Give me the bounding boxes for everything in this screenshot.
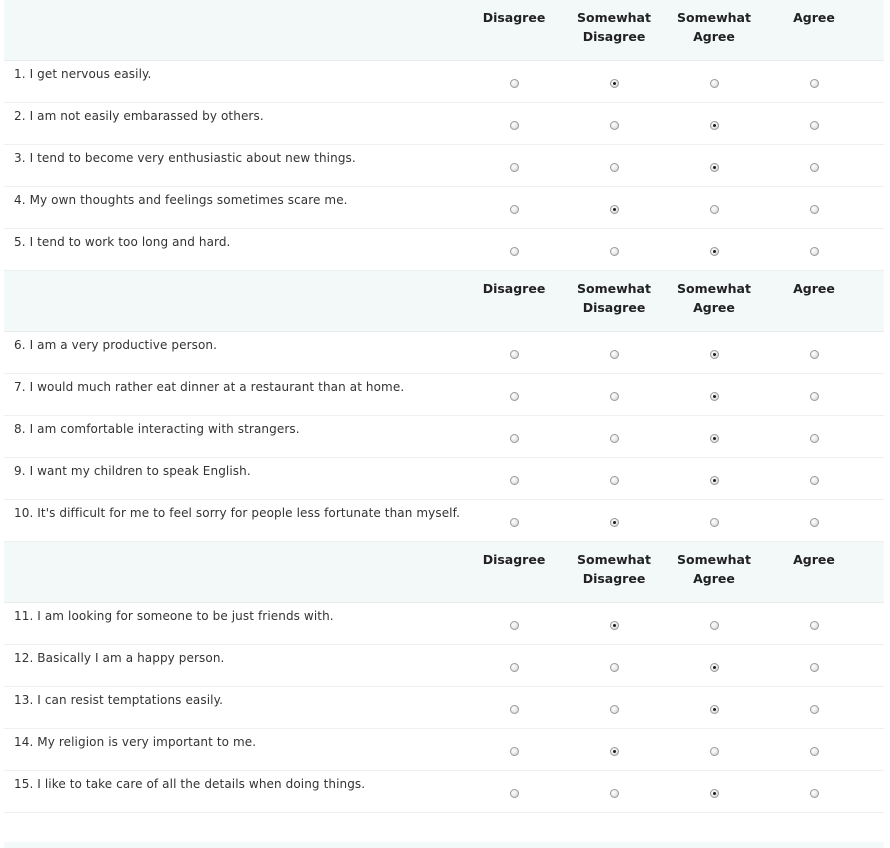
question-text: 6. I am a very productive person. <box>14 338 218 352</box>
radio-disagree[interactable] <box>510 392 519 401</box>
column-header-somewhat-agree <box>664 550 764 588</box>
column-header-somewhat-disagree <box>564 550 664 588</box>
header-label: Agree <box>793 10 835 25</box>
question-group-1 <box>4 0 884 271</box>
column-header-row <box>4 542 884 603</box>
radio-agree[interactable] <box>810 121 819 130</box>
radio-somewhat-disagree[interactable] <box>610 518 619 527</box>
radio-somewhat-agree[interactable] <box>710 247 719 256</box>
radio-somewhat-disagree[interactable] <box>610 350 619 359</box>
question-row <box>4 332 884 374</box>
radio-somewhat-agree[interactable] <box>710 663 719 672</box>
radio-agree[interactable] <box>810 789 819 798</box>
question-row <box>4 500 884 542</box>
question-row <box>4 771 884 813</box>
question-row <box>4 229 884 271</box>
radio-disagree[interactable] <box>510 705 519 714</box>
radio-agree[interactable] <box>810 621 819 630</box>
header-label: Agree <box>793 552 835 567</box>
radio-agree[interactable] <box>810 247 819 256</box>
radio-somewhat-agree[interactable] <box>710 789 719 798</box>
radio-agree[interactable] <box>810 163 819 172</box>
header-label: Disagree <box>582 571 646 586</box>
radio-agree[interactable] <box>810 434 819 443</box>
question-row <box>4 687 884 729</box>
radio-disagree[interactable] <box>510 79 519 88</box>
radio-disagree[interactable] <box>510 247 519 256</box>
header-label: Agree <box>693 300 735 315</box>
question-row <box>4 374 884 416</box>
column-header-row <box>4 271 884 332</box>
question-text: 3. I tend to become very enthusiastic about new things. <box>14 151 356 165</box>
radio-somewhat-disagree[interactable] <box>610 392 619 401</box>
question-text: 11. I am looking for someone to be just friends with. <box>14 609 334 623</box>
question-text: 9. I want my children to speak English. <box>14 464 251 478</box>
column-header-row <box>4 0 884 61</box>
radio-somewhat-agree[interactable] <box>710 476 719 485</box>
question-group-2 <box>4 271 884 542</box>
radio-disagree[interactable] <box>510 747 519 756</box>
question-text: 10. It's difficult for me to feel sorry for people less fortunate than myself. <box>14 506 460 520</box>
header-label: Somewhat <box>577 552 651 567</box>
header-label: Somewhat <box>577 10 651 25</box>
radio-somewhat-disagree[interactable] <box>610 205 619 214</box>
question-text: 13. I can resist temptations easily. <box>14 693 224 707</box>
header-label: Disagree <box>482 281 546 296</box>
radio-disagree[interactable] <box>510 621 519 630</box>
column-header-somewhat-agree <box>664 8 764 46</box>
question-text: 8. I am comfortable interacting with strangers. <box>14 422 300 436</box>
radio-somewhat-agree[interactable] <box>710 350 719 359</box>
question-text: 15. I like to take care of all the details when doing things. <box>14 777 366 791</box>
header-label: Disagree <box>582 300 646 315</box>
question-text: 7. I would much rather eat dinner at a restaurant than at home. <box>14 380 405 394</box>
column-header-somewhat-agree <box>664 279 764 317</box>
radio-somewhat-agree[interactable] <box>710 621 719 630</box>
column-header-disagree <box>464 550 564 569</box>
radio-somewhat-disagree[interactable] <box>610 163 619 172</box>
radio-somewhat-disagree[interactable] <box>610 79 619 88</box>
question-row <box>4 458 884 500</box>
radio-somewhat-agree[interactable] <box>710 205 719 214</box>
radio-disagree[interactable] <box>510 205 519 214</box>
question-row <box>4 61 884 103</box>
radio-disagree[interactable] <box>510 121 519 130</box>
radio-somewhat-agree[interactable] <box>710 79 719 88</box>
header-label: Somewhat <box>677 281 751 296</box>
survey-matrix <box>4 0 884 813</box>
radio-somewhat-agree[interactable] <box>710 747 719 756</box>
radio-agree[interactable] <box>810 747 819 756</box>
radio-somewhat-disagree[interactable] <box>610 621 619 630</box>
column-header-somewhat-disagree <box>564 8 664 46</box>
radio-somewhat-disagree[interactable] <box>610 434 619 443</box>
radio-somewhat-agree[interactable] <box>710 518 719 527</box>
column-header-disagree <box>464 8 564 27</box>
question-text: 4. My own thoughts and feelings sometimes scare me. <box>14 193 348 207</box>
radio-disagree[interactable] <box>510 434 519 443</box>
question-row <box>4 729 884 771</box>
column-header-disagree <box>464 279 564 298</box>
question-text: 5. I tend to work too long and hard. <box>14 235 231 249</box>
radio-somewhat-agree[interactable] <box>710 705 719 714</box>
column-header-agree <box>764 8 864 27</box>
radio-agree[interactable] <box>810 392 819 401</box>
header-label: Agree <box>693 571 735 586</box>
radio-disagree[interactable] <box>510 163 519 172</box>
question-row <box>4 187 884 229</box>
radio-disagree[interactable] <box>510 518 519 527</box>
radio-agree[interactable] <box>810 79 819 88</box>
radio-agree[interactable] <box>810 205 819 214</box>
column-header-agree <box>764 550 864 569</box>
radio-disagree[interactable] <box>510 350 519 359</box>
header-label: Somewhat <box>677 10 751 25</box>
radio-agree[interactable] <box>810 476 819 485</box>
question-text: 12. Basically I am a happy person. <box>14 651 225 665</box>
next-group-header-edge <box>4 842 884 848</box>
question-row <box>4 645 884 687</box>
radio-somewhat-agree[interactable] <box>710 392 719 401</box>
question-row <box>4 103 884 145</box>
header-label: Somewhat <box>577 281 651 296</box>
header-label: Agree <box>793 281 835 296</box>
radio-somewhat-disagree[interactable] <box>610 663 619 672</box>
radio-agree[interactable] <box>810 350 819 359</box>
column-header-agree <box>764 279 864 298</box>
radio-somewhat-disagree[interactable] <box>610 747 619 756</box>
radio-disagree[interactable] <box>510 789 519 798</box>
radio-somewhat-agree[interactable] <box>710 121 719 130</box>
radio-somewhat-disagree[interactable] <box>610 476 619 485</box>
radio-agree[interactable] <box>810 518 819 527</box>
radio-agree[interactable] <box>810 663 819 672</box>
question-row <box>4 603 884 645</box>
radio-somewhat-disagree[interactable] <box>610 789 619 798</box>
header-label: Disagree <box>582 29 646 44</box>
radio-agree[interactable] <box>810 705 819 714</box>
radio-disagree[interactable] <box>510 476 519 485</box>
question-row <box>4 416 884 458</box>
header-label: Somewhat <box>677 552 751 567</box>
radio-somewhat-agree[interactable] <box>710 163 719 172</box>
question-group-3 <box>4 542 884 813</box>
radio-disagree[interactable] <box>510 663 519 672</box>
radio-somewhat-agree[interactable] <box>710 434 719 443</box>
header-label: Agree <box>693 29 735 44</box>
question-text: 1. I get nervous easily. <box>14 67 152 81</box>
radio-somewhat-disagree[interactable] <box>610 705 619 714</box>
question-row <box>4 145 884 187</box>
header-label: Disagree <box>482 552 546 567</box>
column-header-somewhat-disagree <box>564 279 664 317</box>
radio-somewhat-disagree[interactable] <box>610 247 619 256</box>
radio-somewhat-disagree[interactable] <box>610 121 619 130</box>
header-label: Disagree <box>482 10 546 25</box>
question-text: 14. My religion is very important to me. <box>14 735 257 749</box>
question-text: 2. I am not easily embarassed by others. <box>14 109 264 123</box>
